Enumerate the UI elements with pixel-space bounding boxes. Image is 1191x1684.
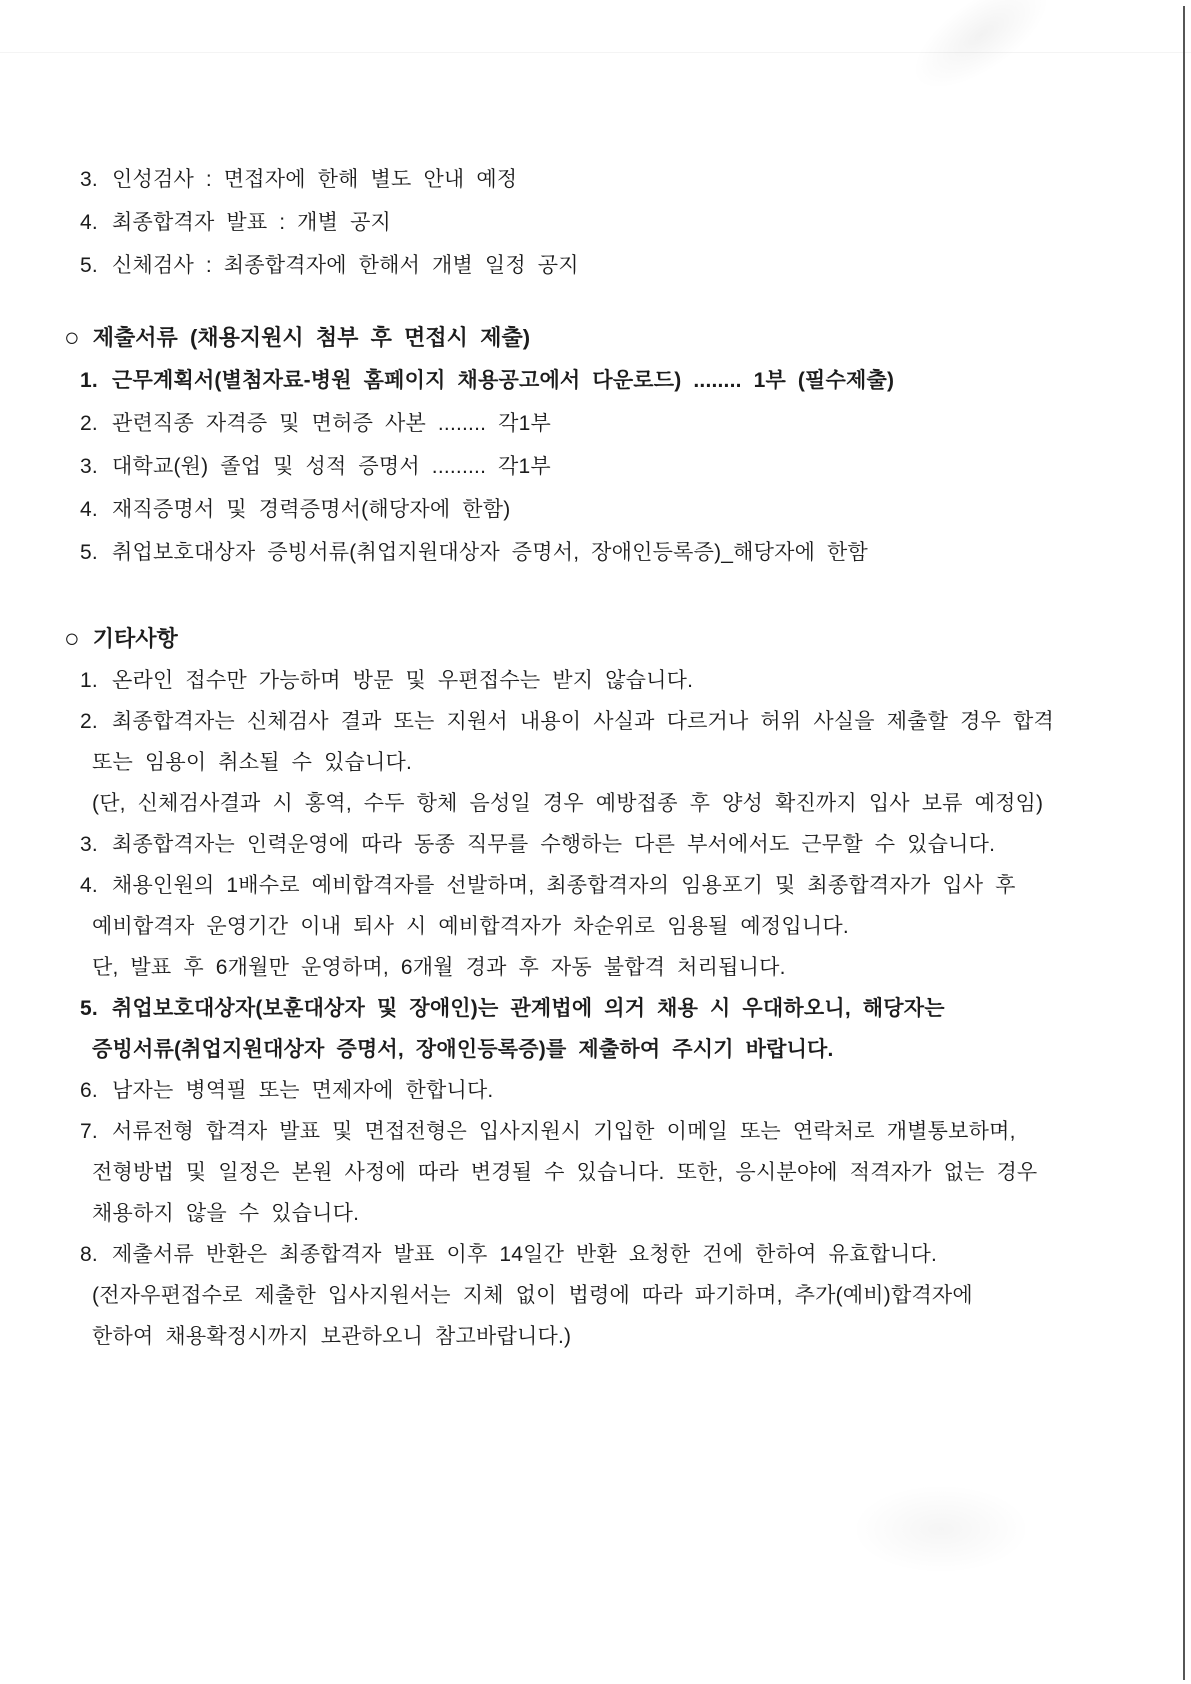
- item-number: 1.: [80, 369, 98, 392]
- item-number: 1.: [80, 669, 98, 692]
- item-text: 인성검사 : 면접자에 한해 별도 안내 예정: [112, 168, 518, 191]
- list-item: [0, 359, 1161, 402]
- item-text: 증빙서류(취업지원대상자 증명서, 장애인등록증)를 제출하여 주시기 바랍니다.: [92, 1038, 834, 1061]
- circle-bullet-icon: ○: [64, 623, 80, 653]
- item-text: 최종합격자 발표 : 개별 공지: [112, 211, 392, 234]
- item-number: 4.: [80, 874, 98, 897]
- submit-documents-header: [0, 315, 1161, 359]
- list-item: [0, 1111, 1161, 1152]
- misc-section-header: [0, 616, 1161, 660]
- submit-documents-list: [0, 359, 1161, 574]
- item-text: 관련직종 자격증 및 면허증 사본 ........ 각1부: [112, 412, 551, 435]
- list-item-continuation: [0, 1193, 1161, 1234]
- list-item: [0, 1234, 1161, 1275]
- item-text: 또는 임용이 취소될 수 있습니다.: [92, 751, 413, 774]
- item-text: 온라인 접수만 가능하며 방문 및 우편접수는 받지 않습니다.: [112, 669, 694, 692]
- item-number: 7.: [80, 1120, 98, 1143]
- item-text: 남자는 병역필 또는 면제자에 한합니다.: [112, 1079, 494, 1102]
- list-item: [0, 865, 1161, 906]
- document-content: [0, 158, 1161, 1357]
- circle-bullet-icon: ○: [64, 322, 80, 352]
- item-text: 채용인원의 1배수로 예비합격자를 선발하며, 최종합격자의 임용포기 및 최종합격자가 입사 후: [112, 874, 1016, 897]
- item-text: 예비합격자 운영기간 이내 퇴사 시 예비합격자가 차순위로 임용될 예정입니다.: [92, 915, 849, 938]
- list-item: [0, 824, 1161, 865]
- item-text: 한하여 채용확정시까지 보관하오니 참고바랍니다.): [92, 1325, 572, 1348]
- list-item-continuation: [0, 906, 1161, 947]
- item-text: 제출서류 반환은 최종합격자 발표 이후 14일간 반환 요청한 건에 한하여 유효합니다.: [112, 1243, 937, 1266]
- item-text: 근무계획서(별첨자료-병원 홈페이지 채용공고에서 다운로드) ........ 1부 (필수제출): [112, 369, 895, 392]
- list-item: [0, 488, 1161, 531]
- item-text: 신체검사 : 최종합격자에 한해서 개별 일정 공지: [112, 254, 579, 277]
- item-text: 취업보호대상자 증빙서류(취업지원대상자 증명서, 장애인등록증)_해당자에 한함: [112, 541, 868, 564]
- item-text: 취업보호대상자(보훈대상자 및 장애인)는 관계법에 의거 채용 시 우대하오니, 해당자는: [112, 997, 945, 1020]
- section-title: 기타사항: [92, 626, 178, 651]
- item-number: 3.: [80, 455, 98, 478]
- section-title: 제출서류 (채용지원시 첨부 후 면접시 제출): [92, 325, 531, 350]
- list-item-continuation: [0, 1316, 1161, 1357]
- list-item-continuation: [0, 1152, 1161, 1193]
- list-item-continuation: [0, 742, 1161, 783]
- item-number: 6.: [80, 1079, 98, 1102]
- item-number: 5.: [80, 254, 98, 277]
- list-item: [0, 660, 1161, 701]
- item-text: 채용하지 않을 수 있습니다.: [92, 1202, 360, 1225]
- item-text: 최종합격자는 신체검사 결과 또는 지원서 내용이 사실과 다르거나 허위 사실을 제출할 경우 합격: [112, 710, 1054, 733]
- list-item: [0, 201, 1161, 244]
- item-text: 최종합격자는 인력운영에 따라 동종 직무를 수행하는 다른 부서에서도 근무할 수 있습니다.: [112, 833, 996, 856]
- item-text: 단, 발표 후 6개월만 운영하며, 6개월 경과 후 자동 불합격 처리됩니다.: [92, 956, 786, 979]
- item-text: 전형방법 및 일정은 본원 사정에 따라 변경될 수 있습니다. 또한, 응시분야에 적격자가 없는 경우: [92, 1161, 1038, 1184]
- list-item-continuation: [0, 1275, 1161, 1316]
- item-number: 2.: [80, 710, 98, 733]
- item-number: 3.: [80, 833, 98, 856]
- item-number: 3.: [80, 168, 98, 191]
- item-text: 재직증명서 및 경력증명서(해당자에 한함): [112, 498, 511, 521]
- misc-items-list: [0, 660, 1161, 1357]
- list-item: [0, 445, 1161, 488]
- list-item: [0, 244, 1161, 287]
- scan-smudge-bottom-right: [851, 1484, 1031, 1574]
- item-text: 서류전형 합격자 발표 및 면접전형은 입사지원시 기입한 이메일 또는 연락처로 개별통보하며,: [112, 1120, 1016, 1143]
- list-item-continuation: [0, 783, 1161, 824]
- item-number: 4.: [80, 211, 98, 234]
- item-number: 2.: [80, 412, 98, 435]
- selection-schedule-list: [0, 158, 1161, 287]
- scan-edge-line: [1183, 6, 1185, 1680]
- list-item: [0, 158, 1161, 201]
- item-number: 8.: [80, 1243, 98, 1266]
- item-number: 5.: [80, 541, 98, 564]
- list-item-continuation: [0, 1029, 1161, 1070]
- list-item: [0, 402, 1161, 445]
- list-item: [0, 701, 1161, 742]
- list-item: [0, 988, 1161, 1029]
- item-text: 대학교(원) 졸업 및 성적 증명서 ......... 각1부: [112, 455, 551, 478]
- list-item: [0, 1070, 1161, 1111]
- item-number: 5.: [80, 997, 98, 1020]
- list-item: [0, 531, 1161, 574]
- item-number: 4.: [80, 498, 98, 521]
- item-text: (전자우편접수로 제출한 입사지원서는 지체 없이 법령에 따라 파기하며, 추가(예비)합격자에: [92, 1284, 973, 1307]
- scan-fold-line: [0, 52, 1191, 53]
- list-item-continuation: [0, 947, 1161, 988]
- scan-smudge-top-right: [895, 0, 1066, 110]
- item-text: (단, 신체검사결과 시 홍역, 수두 항체 음성일 경우 예방접종 후 양성 확진까지 입사 보류 예정임): [92, 792, 1044, 815]
